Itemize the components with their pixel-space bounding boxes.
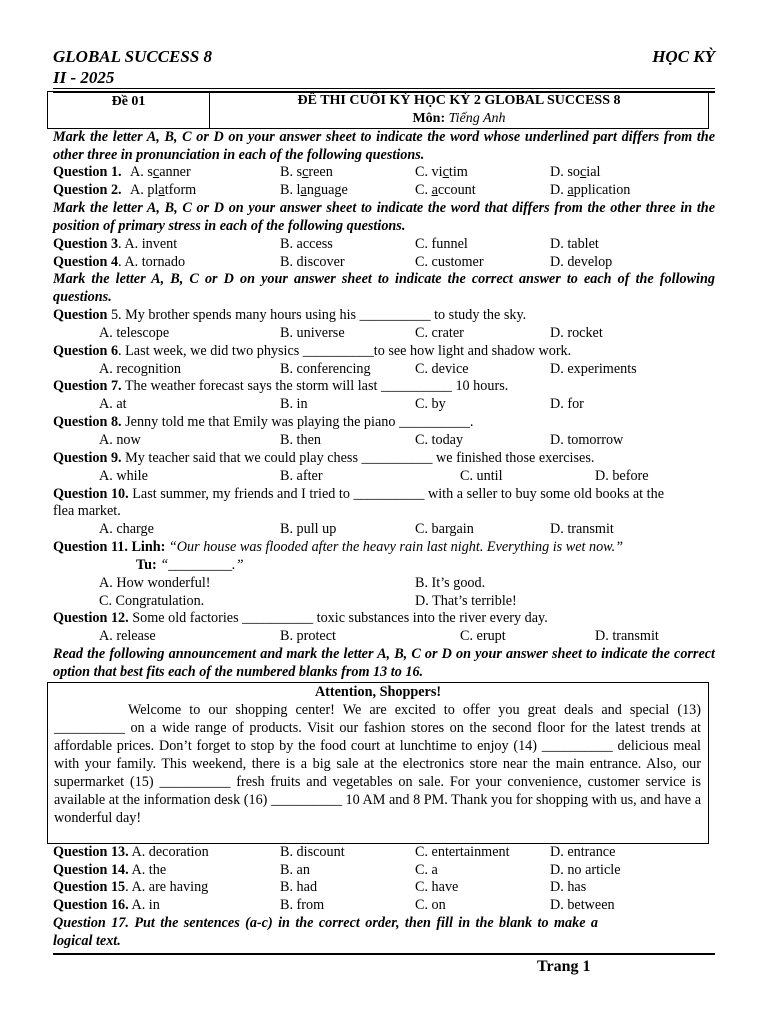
footer-divider	[53, 953, 715, 955]
q1-option-c[interactable]: C. victim	[415, 164, 468, 180]
q16-option-c[interactable]: C. on	[415, 897, 446, 913]
q11-tu-text: “_________.”	[156, 557, 244, 573]
q7-option-d[interactable]: D. for	[550, 396, 584, 412]
exam-title-cell	[210, 92, 708, 128]
question-6	[53, 343, 715, 361]
question-13	[53, 844, 715, 862]
q11-stem: “Our house was flooded after the heavy rain last night. Everything is wet now.”	[165, 539, 624, 555]
q5-option-a[interactable]: A. telescope	[99, 325, 170, 341]
q3-option-a[interactable]: . A. invent	[118, 236, 178, 252]
question-9	[53, 450, 715, 468]
q2-option-b[interactable]: B. language	[280, 182, 348, 198]
q16-option-a[interactable]: A. in	[128, 897, 160, 913]
q3-option-c[interactable]: C. funnel	[415, 236, 468, 252]
q9-option-c[interactable]: C. until	[460, 468, 503, 484]
question-15	[53, 879, 715, 897]
question-2	[53, 182, 715, 200]
q15-option-a[interactable]: . A. are having	[125, 879, 209, 895]
q5-option-b[interactable]: B. universe	[280, 325, 345, 341]
q10-option-c[interactable]: C. bargain	[415, 521, 474, 537]
q13-option-d[interactable]: D. entrance	[550, 844, 616, 860]
q13-option-a[interactable]: A. decoration	[128, 844, 209, 860]
q11-option-c[interactable]: C. Congratulation.	[99, 593, 205, 609]
q5-option-c[interactable]: C. crater	[415, 325, 464, 341]
instruction-reading: Read the following announcement and mark the letter A, B, C or D on your answer sheet to indicate the correct option that best fits each of the numbered blanks from 13 to 16.	[53, 646, 715, 680]
q11-option-b[interactable]: B. It’s good.	[415, 575, 486, 591]
q4-option-b[interactable]: B. discover	[280, 254, 345, 270]
instruction-correct-answer: Mark the letter A, B, C or D on your answer sheet to indicate the correct answer to each of the following questions.	[53, 271, 715, 305]
title-box	[47, 91, 709, 129]
q12-option-c[interactable]: C. erupt	[460, 628, 506, 644]
q12-option-b[interactable]: B. protect	[280, 628, 336, 644]
q1-option-b[interactable]: B. screen	[280, 164, 333, 180]
header-course: GLOBAL SUCCESS 8	[53, 47, 213, 66]
q14-option-b[interactable]: B. an	[280, 862, 310, 878]
q1-option-d[interactable]: D. social	[550, 164, 601, 180]
exam-code: Đề 01	[48, 92, 210, 128]
q13-option-c[interactable]: C. entertainment	[415, 844, 510, 860]
subject-label: Môn:	[412, 111, 446, 126]
q5-option-d[interactable]: D. rocket	[550, 325, 603, 341]
announcement-title: Attention, Shoppers!	[314, 684, 442, 700]
page-number: Trang 1	[537, 958, 591, 975]
q12-option-a[interactable]: A. release	[99, 628, 156, 644]
q6-label: Question 6	[53, 343, 119, 359]
q13-label: Question 13.	[53, 844, 129, 860]
q2-option-d[interactable]: D. application	[550, 182, 631, 198]
q10-option-d[interactable]: D. transmit	[550, 521, 614, 537]
q2-label: Question 2.	[53, 182, 122, 198]
q8-stem: Jenny told me that Emily was playing the piano __________.	[121, 414, 474, 430]
q6-option-a[interactable]: A. recognition	[99, 361, 181, 377]
instruction-q17: Question 17. Put the sentences (a-c) in the correct order, then fill in the blank to make a logical text.	[53, 915, 598, 949]
instruction-pronunciation: Mark the letter A, B, C or D on your answer sheet to indicate the word whose underlined part differs from the other three in pronunciation in each of the following questions.	[53, 129, 715, 163]
question-7	[53, 378, 715, 396]
q10-stem: Last summer, my friends and I tried to __________ with a seller to buy some old books at the	[128, 486, 665, 502]
q1-option-a[interactable]: A. scanner	[130, 164, 191, 180]
q9-label: Question 9.	[53, 450, 122, 466]
q4-label: Question 4	[53, 254, 119, 270]
q11-label: Question 11. Linh:	[53, 539, 166, 555]
announcement-box	[47, 682, 709, 844]
q10-stem-cont: flea market.	[53, 503, 121, 519]
q15-label: Question 15	[53, 879, 126, 895]
q7-option-c[interactable]: C. by	[415, 396, 446, 412]
question-4	[53, 254, 715, 272]
q16-option-d[interactable]: D. between	[550, 897, 615, 913]
instruction-stress: Mark the letter A, B, C or D on your answer sheet to indicate the word that differs from the other three in the position of primary stress in each of the following questions.	[53, 200, 715, 234]
q3-label: Question 3	[53, 236, 119, 252]
exam-title: ĐỀ THI CUỐI KỲ HỌC KỲ 2 GLOBAL SUCCESS 8	[297, 93, 621, 108]
q11-option-d[interactable]: D. That’s terrible!	[415, 593, 517, 609]
q8-option-a[interactable]: A. now	[99, 432, 141, 448]
q3-option-d[interactable]: D. tablet	[550, 236, 599, 252]
q9-option-d[interactable]: D. before	[595, 468, 649, 484]
q7-stem: The weather forecast says the storm will last __________ 10 hours.	[121, 378, 509, 394]
q7-label: Question 7.	[53, 378, 122, 394]
q9-stem: My teacher said that we could play chess __________ we finished those exercises.	[121, 450, 595, 466]
q1-label: Question 1.	[53, 164, 122, 180]
q13-option-b[interactable]: B. discount	[280, 844, 345, 860]
q8-option-c[interactable]: C. today	[415, 432, 464, 448]
q6-option-c[interactable]: C. device	[415, 361, 469, 377]
question-1	[53, 164, 715, 182]
question-10-cont	[53, 503, 715, 521]
subject-value: Tiếng Anh	[448, 111, 506, 126]
q12-stem: Some old factories __________ toxic substances into the river every day.	[128, 610, 548, 626]
question-10	[53, 486, 715, 504]
q15-option-b[interactable]: B. had	[280, 879, 318, 895]
q7-option-a[interactable]: A. at	[99, 396, 127, 412]
q8-option-b[interactable]: B. then	[280, 432, 321, 448]
question-16	[53, 897, 715, 915]
q6-option-b[interactable]: B. conferencing	[280, 361, 371, 377]
q10-option-b[interactable]: B. pull up	[280, 521, 337, 537]
announcement-body: Welcome to our shopping center! We are excited to offer you great deals and special (13) __________ on a wide range of products. Visit our fashion stores on the second floor for the latest trends at affordable prices. Don’t forget to stop by the food court at lunchtime to enjoy (14) __________ delicious meal with your family. This weekend, there is a big sale at the electronics store near the main entrance. Also, our supermarket (15) __________ fresh fruits and vegetables on sale. For your convenience, customer service is available at the information desk (16) __________ 10 AM and 8 PM. Thank you for shopping with us, and have a wonderful day!	[54, 702, 701, 826]
q6-option-d[interactable]: D. experiments	[550, 361, 637, 377]
question-12	[53, 610, 715, 628]
header-term: HỌC KỲ	[652, 47, 715, 66]
q12-label: Question 12.	[53, 610, 129, 626]
question-5	[53, 307, 715, 325]
q5-stem: 5. My brother spends many hours using his __________ to study the sky.	[107, 307, 527, 323]
q4-option-a[interactable]: . A. tornado	[118, 254, 186, 270]
q6-stem: . Last week, we did two physics __________to see how light and shadow work.	[118, 343, 572, 359]
q14-label: Question 14.	[53, 862, 129, 878]
q10-label: Question 10.	[53, 486, 129, 502]
q16-label: Question 16.	[53, 897, 129, 913]
q15-option-d[interactable]: D. has	[550, 879, 587, 895]
q8-label: Question 8.	[53, 414, 122, 430]
q4-option-c[interactable]: C. customer	[415, 254, 484, 270]
q7-option-b[interactable]: B. in	[280, 396, 308, 412]
q5-label: Question	[53, 307, 108, 323]
q2-option-a[interactable]: A. platform	[130, 182, 197, 198]
q2-option-c[interactable]: C. account	[415, 182, 476, 198]
q12-option-d[interactable]: D. transmit	[595, 628, 659, 644]
q11-tu-label: Tu:	[136, 557, 157, 573]
question-11	[53, 539, 715, 557]
q4-option-d[interactable]: D. develop	[550, 254, 613, 270]
q14-option-a[interactable]: A. the	[128, 862, 167, 878]
q16-option-b[interactable]: B. from	[280, 897, 325, 913]
question-3	[53, 236, 715, 254]
q9-option-a[interactable]: A. while	[99, 468, 148, 484]
q3-option-b[interactable]: B. access	[280, 236, 333, 252]
question-14	[53, 862, 715, 880]
q15-option-c[interactable]: C. have	[415, 879, 459, 895]
q14-option-d[interactable]: D. no article	[550, 862, 621, 878]
question-8	[53, 414, 715, 432]
q14-option-c[interactable]: C. a	[415, 862, 438, 878]
header-divider	[53, 88, 715, 89]
q11-option-a[interactable]: A. How wonderful!	[99, 575, 211, 591]
q8-option-d[interactable]: D. tomorrow	[550, 432, 624, 448]
q9-option-b[interactable]: B. after	[280, 468, 323, 484]
q10-option-a[interactable]: A. charge	[99, 521, 154, 537]
header-year: II - 2025	[53, 68, 115, 87]
